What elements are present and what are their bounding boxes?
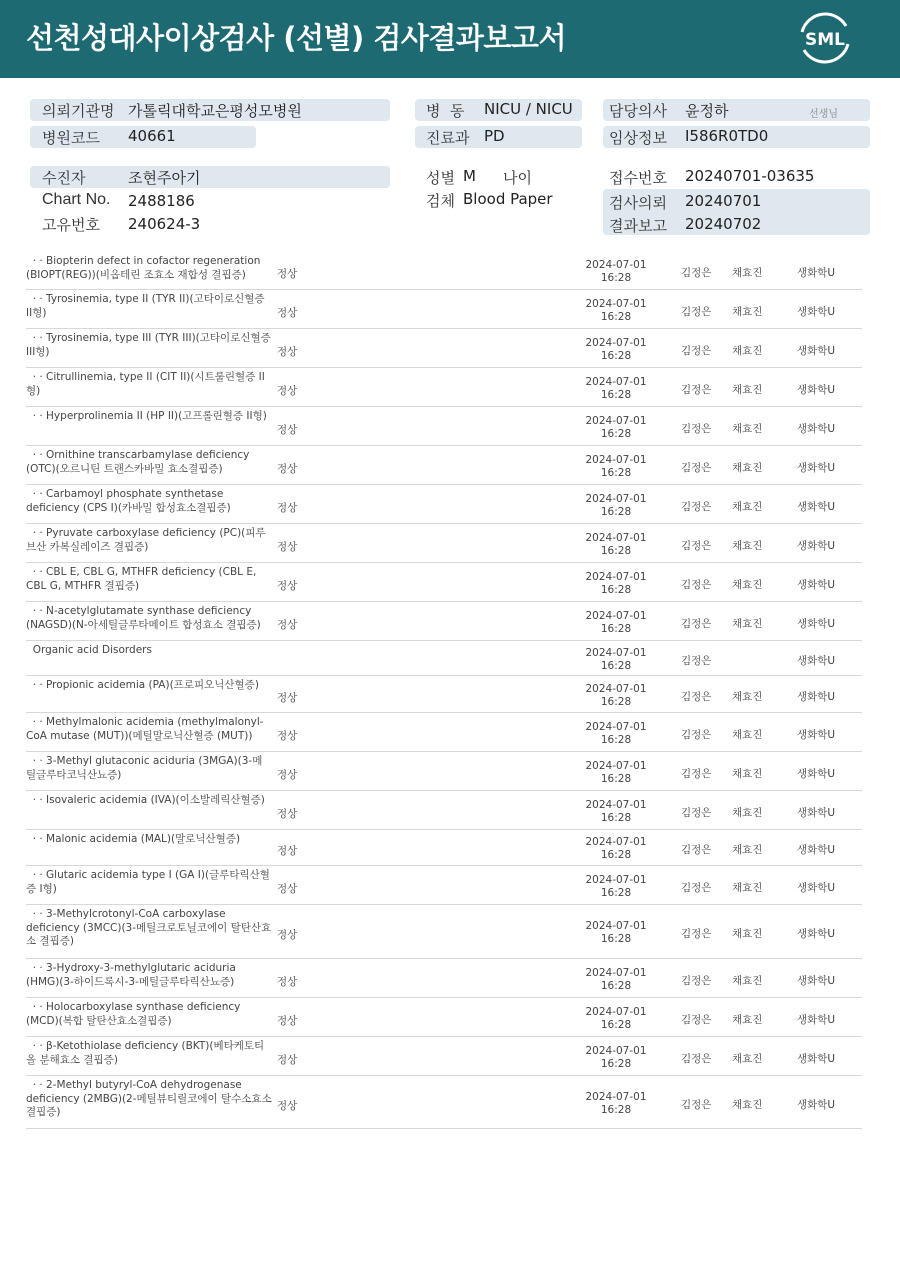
test-result: 정상 bbox=[277, 1054, 298, 1066]
tester-name: 김정은 bbox=[681, 928, 712, 940]
test-datetime bbox=[578, 721, 654, 747]
test-time: 16:28 bbox=[600, 311, 632, 323]
verifier-name: 채효진 bbox=[732, 423, 763, 435]
result-row bbox=[26, 563, 862, 602]
test-date: 2024-07-01 bbox=[585, 721, 647, 733]
result-row bbox=[26, 407, 862, 446]
test-name: · · Pyruvate carboxylase deficiency (PC)(피루브산 카복실레이즈 결핍증) bbox=[26, 527, 266, 553]
tester-name: 김정은 bbox=[681, 768, 712, 780]
test-date: 2024-07-01 bbox=[585, 259, 647, 271]
test-date: 2024-07-01 bbox=[585, 683, 647, 695]
tester-name: 김정은 bbox=[681, 655, 712, 667]
lab-unit: 생화학U bbox=[797, 729, 836, 741]
test-time: 16:28 bbox=[600, 773, 632, 785]
result-row bbox=[26, 905, 862, 959]
test-name: · · 3-Hydroxy-3-methylglutaric aciduria (HMG)(3-하이드록시-3-메틸글루타릭산뇨증) bbox=[26, 962, 240, 988]
result-row bbox=[26, 676, 862, 713]
verifier-name: 채효진 bbox=[732, 306, 763, 318]
test-time: 16:28 bbox=[600, 623, 632, 635]
verifier-name: 채효진 bbox=[732, 618, 763, 630]
lab-unit: 생화학U bbox=[797, 267, 836, 279]
test-result: 정상 bbox=[277, 424, 298, 436]
test-date: 2024-07-01 bbox=[585, 760, 647, 772]
test-result: 정상 bbox=[277, 730, 298, 742]
test-result: 정상 bbox=[277, 845, 298, 857]
lab-unit: 생화학U bbox=[797, 882, 836, 894]
test-result: 정상 bbox=[277, 268, 298, 280]
test-time: 16:28 bbox=[600, 887, 632, 899]
test-datetime bbox=[578, 298, 654, 324]
institution-label: 의뢰기관명 bbox=[42, 102, 115, 120]
test-result: 정상 bbox=[277, 502, 298, 514]
test-time: 16:28 bbox=[600, 849, 632, 861]
test-result: 정상 bbox=[277, 346, 298, 358]
test-datetime bbox=[578, 647, 654, 673]
result-row bbox=[26, 866, 862, 905]
tester-name: 김정은 bbox=[681, 618, 712, 630]
result-row bbox=[26, 752, 862, 791]
dept-label: 진료과 bbox=[426, 129, 470, 147]
tester-name: 김정은 bbox=[681, 882, 712, 894]
lab-unit: 생화학U bbox=[797, 501, 836, 513]
result-row bbox=[26, 713, 862, 752]
result-row bbox=[26, 830, 862, 866]
test-name: · · Glutaric acidemia type I (GA I)(글루타릭산혈증 I형) bbox=[26, 869, 270, 895]
doctor-label: 담당의사 bbox=[609, 102, 667, 120]
test-date: 2024-07-01 bbox=[585, 920, 647, 932]
tester-name: 김정은 bbox=[681, 844, 712, 856]
verifier-name: 채효진 bbox=[732, 807, 763, 819]
clinical-label: 임상정보 bbox=[609, 129, 667, 147]
tester-name: 김정은 bbox=[681, 267, 712, 279]
lab-unit: 생화학U bbox=[797, 1014, 836, 1026]
result-row bbox=[26, 524, 862, 563]
verifier-name: 채효진 bbox=[732, 691, 763, 703]
request-value: 20240701 bbox=[685, 192, 762, 210]
test-result: 정상 bbox=[277, 307, 298, 319]
test-result: 정상 bbox=[277, 883, 298, 895]
result-row bbox=[26, 1037, 862, 1076]
test-datetime bbox=[578, 836, 654, 862]
test-name: · · Carbamoyl phosphate synthetase deficiency (CPS I)(카바밀 합성효소결핍증) bbox=[26, 488, 231, 514]
tester-name: 김정은 bbox=[681, 807, 712, 819]
test-date: 2024-07-01 bbox=[585, 337, 647, 349]
test-date: 2024-07-01 bbox=[585, 647, 647, 659]
test-name: · · β-Ketothiolase deficiency (BKT)(베타케토티올 분해효소 결핍증) bbox=[26, 1040, 265, 1066]
doctor-suffix: 선생님 bbox=[809, 109, 838, 120]
specimen-value: Blood Paper bbox=[463, 190, 553, 208]
test-date: 2024-07-01 bbox=[585, 836, 647, 848]
test-name: · · 3-Methylcrotonyl-CoA carboxylase deficiency (3MCC)(3-메틸크로토닐코에이 탈탄산효소 결핍증) bbox=[26, 908, 272, 947]
test-date: 2024-07-01 bbox=[585, 454, 647, 466]
test-result: 정상 bbox=[277, 808, 298, 820]
test-result: 정상 bbox=[277, 1015, 298, 1027]
chart-label: Chart No. bbox=[42, 191, 111, 208]
test-name: · · Biopterin defect in cofactor regeneration (BIOPT(REG))(비옵테린 조효소 재합성 결핍증) bbox=[26, 255, 264, 281]
test-datetime bbox=[578, 1045, 654, 1071]
recipient-value: 조현주아기 bbox=[128, 169, 201, 187]
verifier-name: 채효진 bbox=[732, 768, 763, 780]
test-name: · · Tyrosinemia, type III (TYR III)(고타이로신혈증 III형) bbox=[26, 332, 275, 358]
tester-name: 김정은 bbox=[681, 462, 712, 474]
test-result: 정상 bbox=[277, 385, 298, 397]
test-time: 16:28 bbox=[600, 1019, 632, 1031]
result-row bbox=[26, 485, 862, 524]
specimen-label: 검체 bbox=[426, 192, 455, 210]
test-datetime bbox=[578, 1006, 654, 1032]
lab-unit: 생화학U bbox=[797, 1099, 836, 1111]
test-name: · · Citrullinemia, type II (CIT II)(시트룰린혈증 II형) bbox=[26, 371, 265, 397]
result-row bbox=[26, 998, 862, 1037]
lab-unit: 생화학U bbox=[797, 462, 836, 474]
lab-unit: 생화학U bbox=[797, 928, 836, 940]
lab-unit: 생화학U bbox=[797, 1053, 836, 1065]
result-row bbox=[26, 329, 862, 368]
sex-value: M bbox=[463, 167, 476, 185]
tester-name: 김정은 bbox=[681, 1099, 712, 1111]
lab-unit: 생화학U bbox=[797, 618, 836, 630]
test-datetime bbox=[578, 376, 654, 402]
lab-unit: 생화학U bbox=[797, 384, 836, 396]
lab-unit: 생화학U bbox=[797, 807, 836, 819]
verifier-name: 채효진 bbox=[732, 844, 763, 856]
test-time: 16:28 bbox=[600, 389, 632, 401]
doctor-value: 윤정하 bbox=[685, 102, 729, 120]
test-result: 정상 bbox=[277, 692, 298, 704]
test-name: · · Malonic acidemia (MAL)(말로닉산혈증) bbox=[26, 833, 241, 845]
test-time: 16:28 bbox=[600, 428, 632, 440]
test-result: 정상 bbox=[277, 541, 298, 553]
verifier-name: 채효진 bbox=[732, 729, 763, 741]
verifier-name: 채효진 bbox=[732, 975, 763, 987]
ward-label: 병 동 bbox=[426, 102, 465, 120]
test-datetime bbox=[578, 571, 654, 597]
result-row bbox=[26, 368, 862, 407]
test-datetime bbox=[578, 1091, 654, 1117]
result-row bbox=[26, 791, 862, 830]
test-date: 2024-07-01 bbox=[585, 1091, 647, 1103]
test-name: · · Holocarboxylase synthase deficiency (MCD)(복합 탈탄산효소결핍증) bbox=[26, 1001, 244, 1027]
unique-label: 고유번호 bbox=[42, 216, 100, 234]
test-result: 정상 bbox=[277, 463, 298, 475]
test-time: 16:28 bbox=[600, 933, 632, 945]
test-name: · · CBL E, CBL G, MTHFR deficiency (CBL E, CBL G, MTHFR 결핍증) bbox=[26, 566, 260, 592]
test-date: 2024-07-01 bbox=[585, 610, 647, 622]
logo-text: SML bbox=[805, 30, 845, 50]
ward-value: NICU / NICU bbox=[484, 100, 573, 118]
test-time: 16:28 bbox=[600, 980, 632, 992]
test-name: · · Tyrosinemia, type II (TYR II)(고타이로신혈증 II형) bbox=[26, 293, 268, 319]
code-label: 병원코드 bbox=[42, 129, 100, 147]
tester-name: 김정은 bbox=[681, 1014, 712, 1026]
test-datetime bbox=[578, 967, 654, 993]
institution-value: 가톨릭대학교은평성모병원 bbox=[128, 102, 302, 120]
test-datetime bbox=[578, 493, 654, 519]
test-datetime bbox=[578, 799, 654, 825]
test-date: 2024-07-01 bbox=[585, 493, 647, 505]
test-time: 16:28 bbox=[600, 1058, 632, 1070]
test-result: 정상 bbox=[277, 976, 298, 988]
test-date: 2024-07-01 bbox=[585, 1045, 647, 1057]
lab-unit: 생화학U bbox=[797, 579, 836, 591]
lab-unit: 생화학U bbox=[797, 691, 836, 703]
verifier-name: 채효진 bbox=[732, 267, 763, 279]
test-name: Organic acid Disorders bbox=[26, 644, 152, 656]
result-row bbox=[26, 1076, 862, 1129]
verifier-name: 채효진 bbox=[732, 579, 763, 591]
test-result: 정상 bbox=[277, 929, 298, 941]
sex-label: 성별 bbox=[426, 169, 455, 187]
test-datetime bbox=[578, 874, 654, 900]
clinical-value: I586R0TD0 bbox=[685, 127, 769, 145]
result-row bbox=[26, 252, 862, 290]
test-date: 2024-07-01 bbox=[585, 298, 647, 310]
test-datetime bbox=[578, 337, 654, 363]
verifier-name: 채효진 bbox=[732, 1014, 763, 1026]
test-date: 2024-07-01 bbox=[585, 571, 647, 583]
result-row bbox=[26, 446, 862, 485]
test-datetime bbox=[578, 259, 654, 285]
verifier-name: 채효진 bbox=[732, 540, 763, 552]
result-row bbox=[26, 602, 862, 641]
tester-name: 김정은 bbox=[681, 729, 712, 741]
test-time: 16:28 bbox=[600, 734, 632, 746]
test-time: 16:28 bbox=[600, 545, 632, 557]
verifier-name: 채효진 bbox=[732, 882, 763, 894]
report-value: 20240702 bbox=[685, 215, 762, 233]
tester-name: 김정은 bbox=[681, 501, 712, 513]
tester-name: 김정은 bbox=[681, 384, 712, 396]
tester-name: 김정은 bbox=[681, 1053, 712, 1065]
verifier-name: 채효진 bbox=[732, 1053, 763, 1065]
test-name: · · Methylmalonic acidemia (methylmalonyl-CoA mutase (MUT))(메틸말로닉산혈증 (MUT)) bbox=[26, 716, 264, 742]
report-label: 결과보고 bbox=[609, 217, 667, 235]
tester-name: 김정은 bbox=[681, 423, 712, 435]
test-result: 정상 bbox=[277, 769, 298, 781]
verifier-name: 채효진 bbox=[732, 1099, 763, 1111]
test-datetime bbox=[578, 683, 654, 709]
test-time: 16:28 bbox=[600, 696, 632, 708]
test-datetime bbox=[578, 920, 654, 946]
test-time: 16:28 bbox=[600, 506, 632, 518]
result-row bbox=[26, 641, 862, 676]
test-name: · · 2-Methyl butyryl-CoA dehydrogenase deficiency (2MBG)(2-메틸뷰티릴코에이 탈수소효소 결핍증) bbox=[26, 1079, 276, 1118]
lab-unit: 생화학U bbox=[797, 345, 836, 357]
test-date: 2024-07-01 bbox=[585, 874, 647, 886]
test-result: 정상 bbox=[277, 619, 298, 631]
test-datetime bbox=[578, 760, 654, 786]
chart-value: 2488186 bbox=[128, 192, 195, 210]
test-time: 16:28 bbox=[600, 584, 632, 596]
test-result: 정상 bbox=[277, 1100, 298, 1112]
test-datetime bbox=[578, 610, 654, 636]
report-header bbox=[0, 0, 900, 78]
test-date: 2024-07-01 bbox=[585, 532, 647, 544]
test-date: 2024-07-01 bbox=[585, 376, 647, 388]
test-name: · · Hyperprolinemia II (HP II)(고프롤린혈증 II형) bbox=[26, 410, 267, 422]
test-name: · · Propionic acidemia (PA)(프로피오닉산혈증) bbox=[26, 679, 259, 691]
tester-name: 김정은 bbox=[681, 306, 712, 318]
test-name: · · N-acetylglutamate synthase deficiency (NAGSD)(N-아세틸글루타메이트 합성효소 결핍증) bbox=[26, 605, 261, 631]
tester-name: 김정은 bbox=[681, 975, 712, 987]
verifier-name: 채효진 bbox=[732, 462, 763, 474]
result-row bbox=[26, 959, 862, 998]
receipt-label: 접수번호 bbox=[609, 169, 667, 187]
test-datetime bbox=[578, 415, 654, 441]
code-value: 40661 bbox=[128, 127, 176, 145]
test-time: 16:28 bbox=[600, 1104, 632, 1116]
test-date: 2024-07-01 bbox=[585, 1006, 647, 1018]
lab-unit: 생화학U bbox=[797, 306, 836, 318]
test-name: · · Ornithine transcarbamylase deficiency (OTC)(오르니틴 트랜스카바밀 효소결핍증) bbox=[26, 449, 253, 475]
tester-name: 김정은 bbox=[681, 691, 712, 703]
lab-unit: 생화학U bbox=[797, 844, 836, 856]
test-date: 2024-07-01 bbox=[585, 799, 647, 811]
request-label: 검사의뢰 bbox=[609, 194, 667, 212]
tester-name: 김정은 bbox=[681, 345, 712, 357]
verifier-name: 채효진 bbox=[732, 384, 763, 396]
test-time: 16:28 bbox=[600, 467, 632, 479]
test-time: 16:28 bbox=[600, 812, 632, 824]
receipt-value: 20240701-03635 bbox=[685, 167, 815, 185]
test-time: 16:28 bbox=[600, 272, 632, 284]
tester-name: 김정은 bbox=[681, 579, 712, 591]
recipient-label: 수진자 bbox=[42, 169, 86, 187]
test-time: 16:28 bbox=[600, 660, 632, 672]
unique-value: 240624-3 bbox=[128, 215, 201, 233]
test-name: · · 3-Methyl glutaconic aciduria (3MGA)(3-메틸글루타코닉산뇨증) bbox=[26, 755, 263, 781]
verifier-name: 채효진 bbox=[732, 928, 763, 940]
test-result: 정상 bbox=[277, 580, 298, 592]
verifier-name: 채효진 bbox=[732, 501, 763, 513]
sml-logo-icon bbox=[796, 12, 854, 64]
lab-unit: 생화학U bbox=[797, 655, 836, 667]
test-time: 16:28 bbox=[600, 350, 632, 362]
test-name: · · Isovaleric acidemia (IVA)(이소발레릭산혈증) bbox=[26, 794, 265, 806]
test-datetime bbox=[578, 454, 654, 480]
lab-unit: 생화학U bbox=[797, 540, 836, 552]
age-label: 나이 bbox=[503, 169, 532, 187]
verifier-name: 채효진 bbox=[732, 345, 763, 357]
test-date: 2024-07-01 bbox=[585, 415, 647, 427]
tester-name: 김정은 bbox=[681, 540, 712, 552]
lab-unit: 생화학U bbox=[797, 768, 836, 780]
lab-unit: 생화학U bbox=[797, 423, 836, 435]
report-title: 선천성대사이상검사 (선별) 검사결과보고서 bbox=[26, 21, 566, 55]
lab-unit: 생화학U bbox=[797, 975, 836, 987]
result-row bbox=[26, 290, 862, 329]
dept-value: PD bbox=[484, 127, 505, 145]
test-date: 2024-07-01 bbox=[585, 967, 647, 979]
test-datetime bbox=[578, 532, 654, 558]
